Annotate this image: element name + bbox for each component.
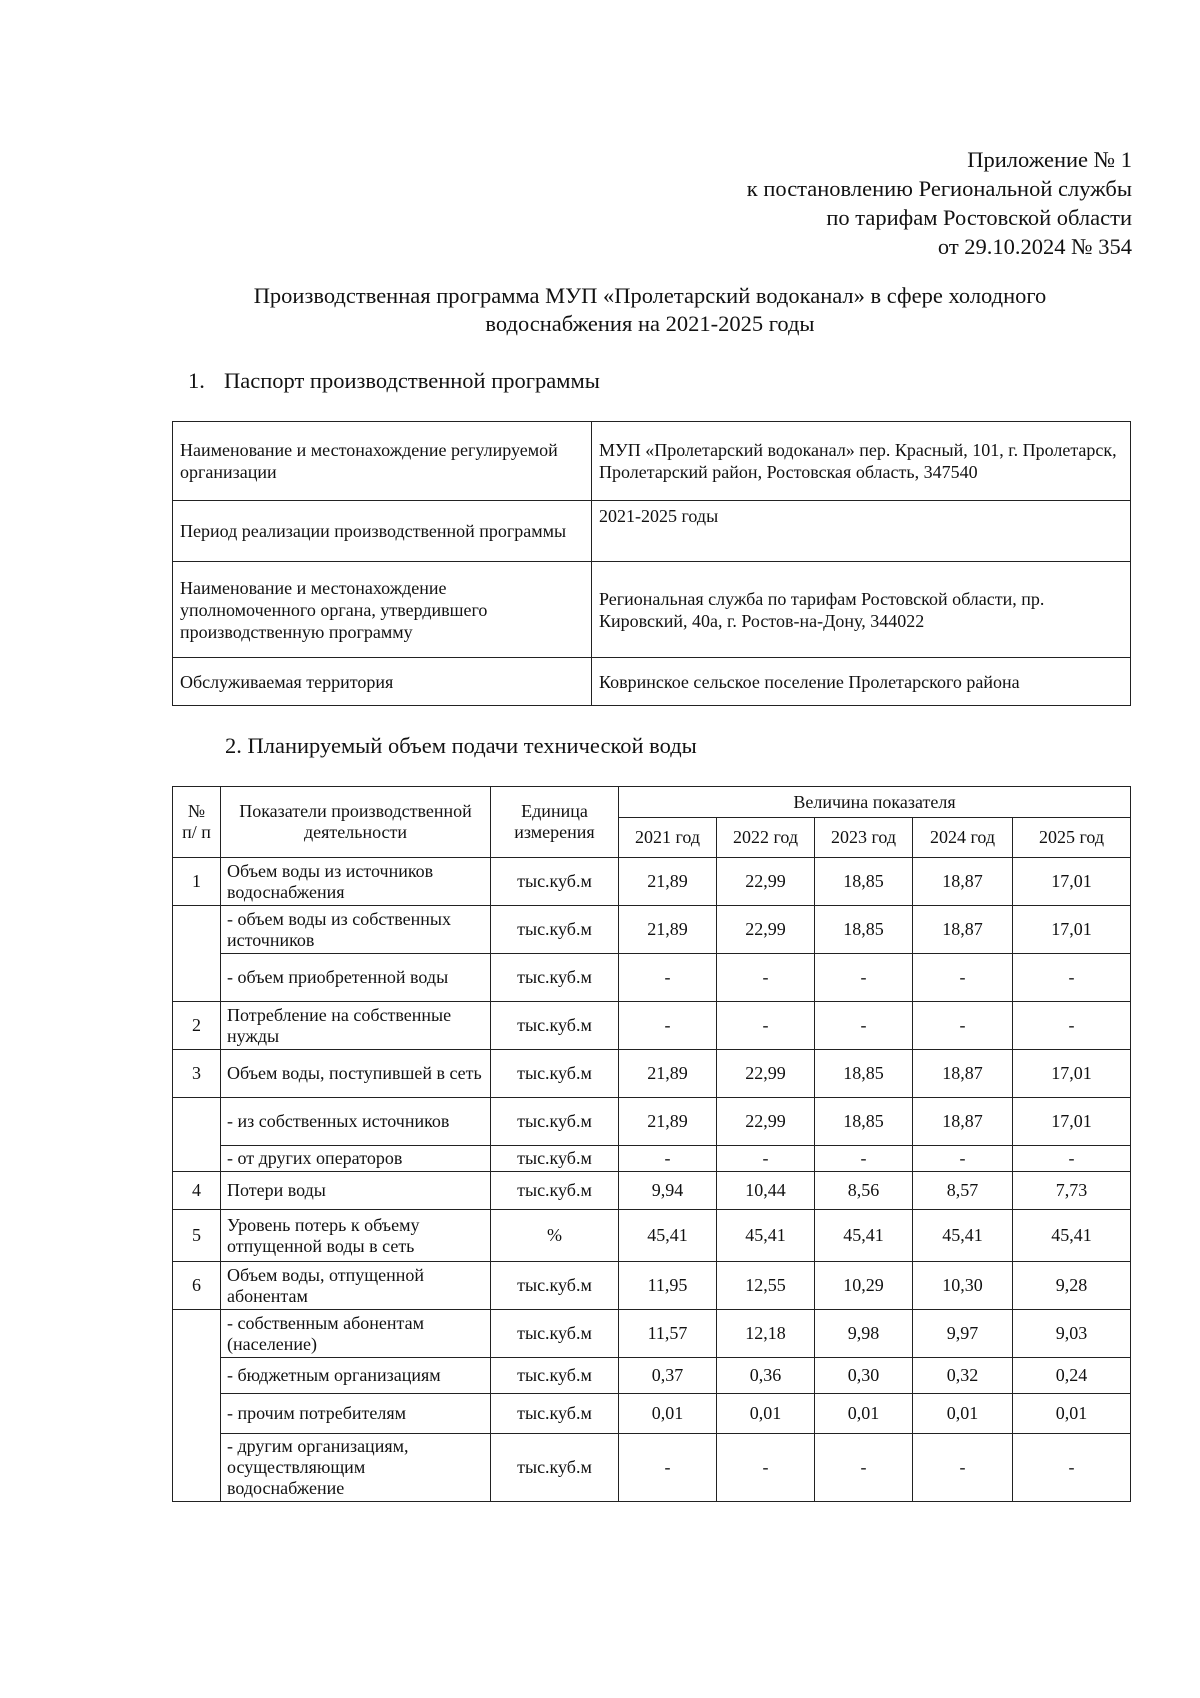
table-row [173,1146,1131,1172]
row-value: - [717,1434,815,1502]
table-row [173,1002,1131,1050]
row-value: 11,95 [619,1262,717,1310]
row-unit: тыс.куб.м [491,1310,619,1358]
row-unit: тыс.куб.м [491,1146,619,1172]
row-value: 45,41 [815,1210,913,1262]
table-row [173,1434,1131,1502]
row-name: - объем приобретенной воды [221,954,491,1002]
row-value: - [815,1146,913,1172]
row-unit: % [491,1210,619,1262]
row-unit: тыс.куб.м [491,858,619,906]
row-name: - из собственных источников [221,1098,491,1146]
passport-value: 2021-2025 годы [592,501,1131,562]
row-value: - [913,1146,1013,1172]
row-unit: тыс.куб.м [491,1358,619,1394]
row-name: - от других операторов [221,1146,491,1172]
row-unit: тыс.куб.м [491,1434,619,1502]
document-title-line-1: Производственная программа МУП «Пролетарский водоканал» в сфере холодного [253,283,1047,308]
passport-value: МУП «Пролетарский водоканал» пер. Красный, 101, г. Пролетарск, Пролетарский район, Ростовская область, 347540 [592,422,1131,501]
row-value: - [913,1002,1013,1050]
row-value: 10,30 [913,1262,1013,1310]
passport-label: Период реализации производственной программы [173,501,592,562]
row-name: Объем воды, поступившей в сеть [221,1050,491,1098]
row-name: Объем воды, отпущенной абонентам [221,1262,491,1310]
row-value: 0,32 [913,1358,1013,1394]
row-num [173,1098,221,1172]
row-value: 45,41 [1013,1210,1131,1262]
row-value: 22,99 [717,858,815,906]
row-num [173,906,221,1002]
row-value: - [913,1434,1013,1502]
table-row [173,858,1131,906]
row-value: 45,41 [619,1210,717,1262]
row-value: - [815,954,913,1002]
passport-row [173,501,1131,562]
table-row [173,954,1131,1002]
row-value: 18,87 [913,906,1013,954]
row-value: 18,85 [815,858,913,906]
row-value: 9,97 [913,1310,1013,1358]
row-value: - [1013,954,1131,1002]
row-unit: тыс.куб.м [491,1002,619,1050]
row-value: 22,99 [717,1050,815,1098]
row-value: - [619,1434,717,1502]
passport-table [172,421,1131,706]
table-row [173,1172,1131,1210]
row-value: 0,01 [913,1394,1013,1434]
header-year: 2022 год [717,818,815,858]
passport-value: Ковринское сельское поселение Пролетарского района [592,658,1131,706]
water-volume-table [172,786,1131,1502]
row-value: 0,01 [815,1394,913,1434]
appendix-line-1: Приложение № 1 [967,147,1132,172]
row-value: 7,73 [1013,1172,1131,1210]
row-name: - объем воды из собственных источников [221,906,491,954]
header-year: 2025 год [1013,818,1131,858]
row-num: 4 [173,1172,221,1210]
table-row [173,1394,1131,1434]
row-value: - [717,954,815,1002]
row-unit: тыс.куб.м [491,1262,619,1310]
header-value-group: Величина показателя [619,787,1131,818]
row-value: - [913,954,1013,1002]
row-value: 45,41 [717,1210,815,1262]
table-row [173,1210,1131,1262]
row-value: 22,99 [717,1098,815,1146]
row-value: - [815,1434,913,1502]
document-title [170,282,1130,338]
row-value: - [619,1146,717,1172]
passport-label: Наименование и местонахождение уполномоченного органа, утвердившего производственную программу [173,562,592,658]
row-num [173,1310,221,1502]
row-name: - собственным абонентам (население) [221,1310,491,1358]
row-value: - [717,1146,815,1172]
row-value: - [717,1002,815,1050]
row-name: Объем воды из источников водоснабжения [221,858,491,906]
row-num: 1 [173,858,221,906]
row-name: Потребление на собственные нужды [221,1002,491,1050]
row-value: - [1013,1146,1131,1172]
row-value: 18,85 [815,1050,913,1098]
row-value: 12,55 [717,1262,815,1310]
table-row [173,1050,1131,1098]
row-value: 9,98 [815,1310,913,1358]
row-unit: тыс.куб.м [491,1098,619,1146]
appendix-line-4: от 29.10.2024 № 354 [937,234,1132,259]
row-value: 18,87 [913,1098,1013,1146]
row-value: 10,44 [717,1172,815,1210]
table-row [173,1310,1131,1358]
row-num: 2 [173,1002,221,1050]
section-1-title: Паспорт производственной программы [224,368,600,393]
row-unit: тыс.куб.м [491,1050,619,1098]
row-value: 18,85 [815,1098,913,1146]
row-unit: тыс.куб.м [491,954,619,1002]
row-value: 0,01 [717,1394,815,1434]
row-value: 0,36 [717,1358,815,1394]
row-unit: тыс.куб.м [491,1172,619,1210]
section-2-heading: 2. Планируемый объем подачи технической воды [225,733,697,758]
row-value: 0,01 [1013,1394,1131,1434]
row-value: 8,57 [913,1172,1013,1210]
row-value: 9,03 [1013,1310,1131,1358]
appendix-line-3: по тарифам Ростовской области [826,205,1132,230]
header-row [173,787,1131,818]
row-value: 17,01 [1013,1098,1131,1146]
section-1-number: 1. [188,368,205,393]
row-value: 18,85 [815,906,913,954]
header-indicator: Показатели производственной деятельности [221,787,491,858]
row-value: 17,01 [1013,858,1131,906]
row-value: 0,01 [619,1394,717,1434]
header-year: 2021 год [619,818,717,858]
header-unit: Единица измерения [491,787,619,858]
row-value: 0,30 [815,1358,913,1394]
row-name: - прочим потребителям [221,1394,491,1434]
passport-value: Региональная служба по тарифам Ростовской области, пр. Кировский, 40а, г. Ростов-на-Дону, 344022 [592,562,1131,658]
row-name: - другим организациям, осуществляющим водоснабжение [221,1434,491,1502]
row-value: - [619,1002,717,1050]
passport-row [173,658,1131,706]
row-value: - [815,1002,913,1050]
row-value: - [1013,1434,1131,1502]
row-num: 3 [173,1050,221,1098]
header-num: № п/ п [173,787,221,858]
row-value: 21,89 [619,906,717,954]
row-value: 21,89 [619,1050,717,1098]
passport-label: Наименование и местонахождение регулируемой организации [173,422,592,501]
header-year: 2024 год [913,818,1013,858]
row-value: 8,56 [815,1172,913,1210]
section-1-heading [188,368,600,394]
row-name: Потери воды [221,1172,491,1210]
appendix-header [747,145,1132,261]
row-value: - [619,954,717,1002]
row-value: 0,24 [1013,1358,1131,1394]
row-value: 21,89 [619,1098,717,1146]
row-value: 9,28 [1013,1262,1131,1310]
table-row [173,1098,1131,1146]
table-row [173,1358,1131,1394]
table-row [173,906,1131,954]
passport-label: Обслуживаемая территория [173,658,592,706]
row-value: 12,18 [717,1310,815,1358]
passport-row [173,422,1131,501]
row-name: - бюджетным организациям [221,1358,491,1394]
table-row [173,1262,1131,1310]
row-value: 18,87 [913,1050,1013,1098]
row-value: 17,01 [1013,906,1131,954]
row-name: Уровень потерь к объему отпущенной воды в сеть [221,1210,491,1262]
row-value: 0,37 [619,1358,717,1394]
row-value: 18,87 [913,858,1013,906]
row-value: 45,41 [913,1210,1013,1262]
header-year: 2023 год [815,818,913,858]
row-value: 9,94 [619,1172,717,1210]
row-value: - [1013,1002,1131,1050]
row-value: 11,57 [619,1310,717,1358]
row-value: 17,01 [1013,1050,1131,1098]
row-num: 6 [173,1262,221,1310]
row-value: 22,99 [717,906,815,954]
row-unit: тыс.куб.м [491,1394,619,1434]
document-title-line-2: водоснабжения на 2021-2025 годы [485,311,815,336]
appendix-line-2: к постановлению Региональной службы [746,176,1132,201]
row-unit: тыс.куб.м [491,906,619,954]
row-value: 10,29 [815,1262,913,1310]
row-num: 5 [173,1210,221,1262]
row-value: 21,89 [619,858,717,906]
passport-row [173,562,1131,658]
